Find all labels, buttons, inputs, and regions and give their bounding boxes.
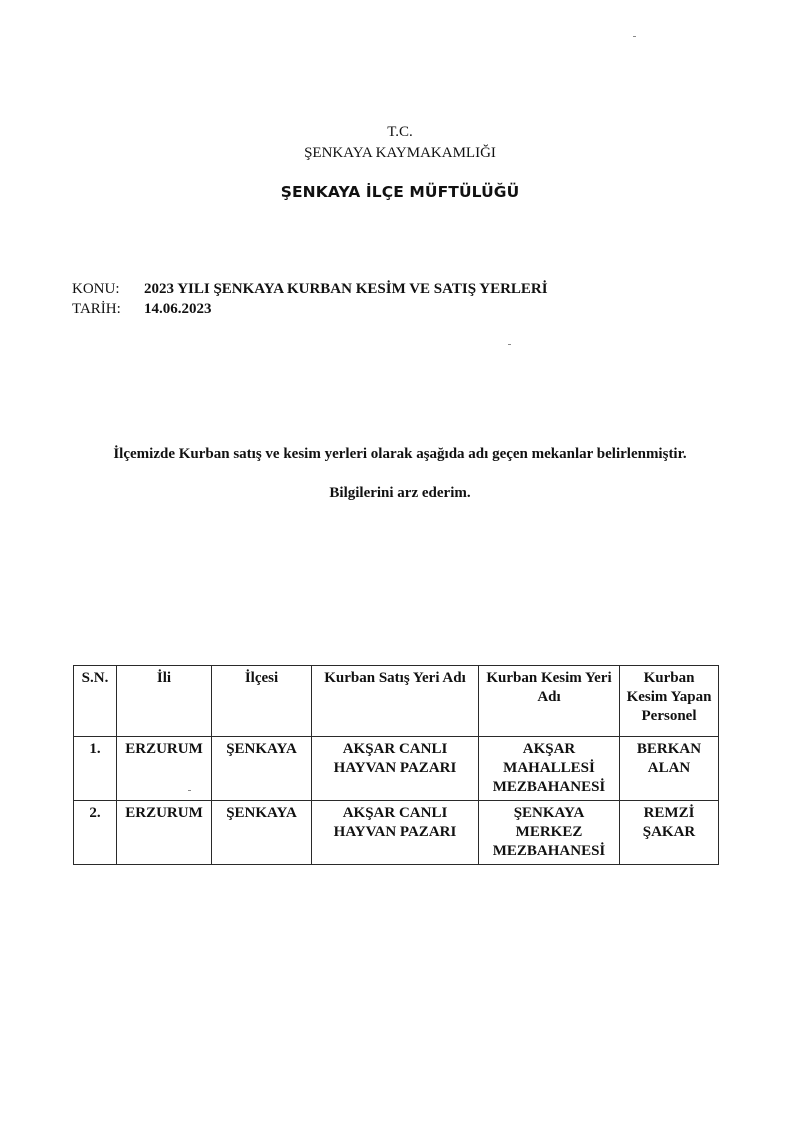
date-row [72,301,212,318]
cell-sn: 2. [74,801,117,865]
table-header-row [74,666,719,737]
cell-sale-place: AKŞAR CANLI HAYVAN PAZARI [312,801,479,865]
cell-sn: 1. [74,737,117,801]
header-cell-province: İli [117,666,212,737]
date-label: TARİH: [72,301,121,317]
date-value: 14.06.2023 [144,301,212,317]
header-cell-district: İlçesi [212,666,312,737]
table-row [74,801,719,865]
cell-province: ERZURUM [117,737,212,801]
subject-row [72,281,548,298]
cell-slaughter-place: AKŞAR MAHALLESİ MEZBAHANESİ [479,737,620,801]
header-muftuluk: ŞENKAYA İLÇE MÜFTÜLÜĞÜ [280,183,520,201]
scan-speck [633,36,636,37]
header-cell-personnel: Kurban Kesim Yapan Personel [620,666,719,737]
subject-label: KONU: [72,281,120,297]
subject-value: 2023 YILI ŞENKAYA KURBAN KESİM VE SATIŞ YERLERİ [144,281,548,297]
scan-speck [508,344,511,345]
cell-personnel: REMZİ ŞAKAR [620,801,719,865]
cell-slaughter-place: ŞENKAYA MERKEZ MEZBAHANESİ [479,801,620,865]
scan-speck [188,790,191,791]
cell-province: ERZURUM [117,801,212,865]
header-cell-sale-place: Kurban Satış Yeri Adı [312,666,479,737]
header-tc: T.C. [387,124,413,140]
cell-sale-place: AKŞAR CANLI HAYVAN PAZARI [312,737,479,801]
table-row [74,737,719,801]
header-cell-sn: S.N. [74,666,117,737]
header-kaymakamlik: ŞENKAYA KAYMAKAMLIĞI [304,145,496,161]
places-table [73,665,719,865]
cell-district: ŞENKAYA [212,737,312,801]
cell-personnel: BERKAN ALAN [620,737,719,801]
body-paragraph: İlçemizde Kurban satış ve kesim yerleri olarak aşağıda adı geçen mekanlar belirlenmiştir. [113,446,687,462]
closing-line: Bilgilerini arz ederim. [329,485,471,501]
header-cell-slaughter-place: Kurban Kesim Yeri Adı [479,666,620,737]
cell-district: ŞENKAYA [212,801,312,865]
